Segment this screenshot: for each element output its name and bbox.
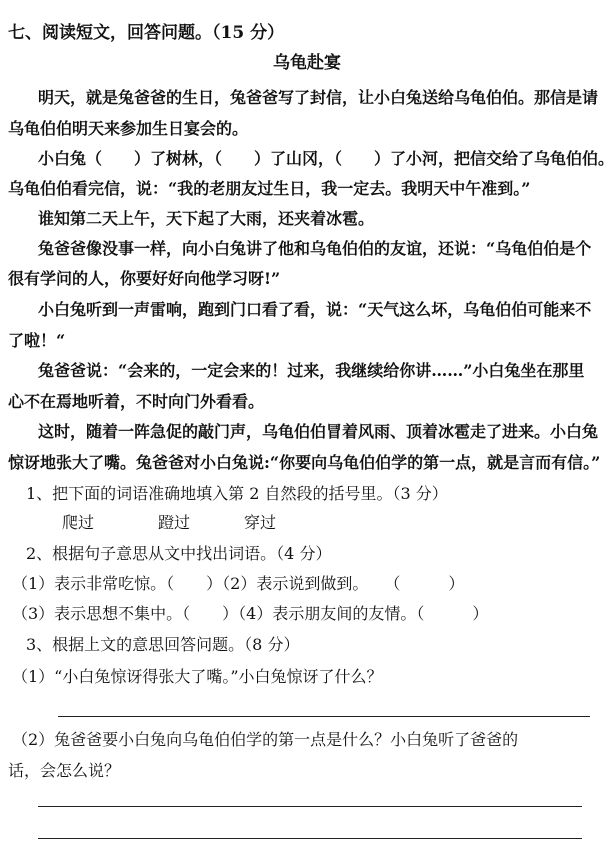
word-option: 穿过 bbox=[244, 513, 277, 532]
answer-line[interactable] bbox=[38, 806, 582, 807]
question-2-row-2: （3）表示思想不集中。（ ）（4）表示朋友间的友情。（ ） bbox=[12, 604, 489, 623]
question-2-row-1: （1）表示非常吃惊。（ ）（2）表示说到做到。 （ ） bbox=[12, 574, 465, 593]
question-3-prompt: 3、根据上文的意思回答问题。（8 分） bbox=[26, 635, 300, 654]
story-title: 乌龟赴宴 bbox=[273, 53, 341, 73]
story-line: 小白兔（ ）了树林，（ ）了山冈，（ ）了小河，把信交给了乌龟伯伯。 bbox=[38, 149, 614, 168]
answer-line[interactable] bbox=[58, 716, 590, 717]
story-line: 这时，随着一阵急促的敲门声，乌龟伯伯冒着风雨、顶着冰雹走了进来。小白兔 bbox=[38, 422, 599, 441]
story-line: 心不在焉地听着，不时向门外看看。 bbox=[8, 392, 265, 411]
story-line: 小白兔听到一声雷响，跑到门口看了看，说：“天气这么坏，乌龟伯伯可能来不 bbox=[38, 300, 592, 319]
story-line: 乌龟伯伯明天来参加生日宴会的。 bbox=[8, 119, 249, 138]
answer-line[interactable] bbox=[38, 838, 582, 839]
word-option: 蹬过 bbox=[158, 513, 191, 532]
section-title: 七、阅读短文，回答问题。（15 分） bbox=[8, 23, 285, 43]
story-line: 兔爸爸像没事一样，向小白兔讲了他和乌龟伯伯的友谊，还说：“乌龟伯伯是个 bbox=[38, 239, 592, 258]
story-line: 兔爸爸说：“会来的，一定会来的！过来，我继续给你讲……”小白兔坐在那里 bbox=[38, 361, 585, 380]
story-line: 谁知第二天上午，天下起了大雨，还夹着冰雹。 bbox=[38, 209, 375, 228]
story-line: 乌龟伯伯看完信，说：“我的老朋友过生日，我一定去。我明天中午准到。” bbox=[8, 179, 531, 198]
question-3-sub-2: （2）兔爸爸要小白兔向乌龟伯伯学的第一点是什么？小白兔听了爸爸的 bbox=[12, 730, 519, 749]
story-line: 惊讶地张大了嘴。兔爸爸对小白兔说:“你要向乌龟伯伯学的第一点，就是言而有信。” bbox=[8, 453, 601, 472]
question-3-sub-2-cont: 话，会怎么说？ bbox=[8, 761, 121, 780]
question-3-sub-1: （1）“小白兔惊讶得张大了嘴。”小白兔惊讶了什么？ bbox=[12, 667, 383, 686]
story-line: 了啦！“ bbox=[8, 331, 66, 350]
word-option: 爬过 bbox=[62, 513, 95, 532]
story-line: 很有学问的人，你要好好向他学习呀!” bbox=[8, 269, 281, 288]
question-2-prompt: 2、根据句子意思从文中找出词语。（4 分） bbox=[26, 544, 332, 563]
story-line: 明天，就是兔爸爸的生日，兔爸爸写了封信，让小白兔送给乌龟伯伯。那信是请 bbox=[38, 88, 599, 107]
question-1-prompt: 1、把下面的词语准确地填入第 2 自然段的括号里。（3 分） bbox=[26, 484, 448, 503]
question-1-word-bank bbox=[62, 512, 276, 534]
